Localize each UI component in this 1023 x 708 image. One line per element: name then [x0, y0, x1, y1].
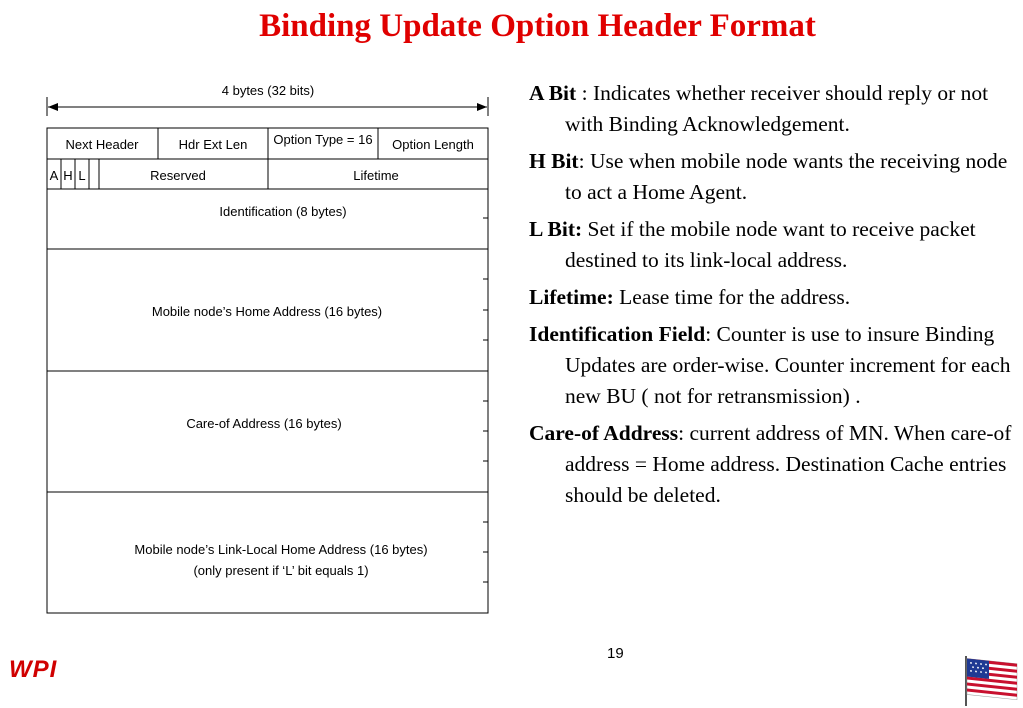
- desc-identification: [529, 319, 1014, 412]
- desc-term: Identification Field: [529, 322, 706, 346]
- desc-sep: :: [576, 81, 593, 105]
- desc-text: Counter is use to insure Binding Updates are order-wise. Counter increment for each new BU ( not for retransmission) .: [565, 322, 1011, 408]
- desc-h-bit: [529, 146, 1014, 208]
- field-next-header: Next Header: [65, 137, 139, 152]
- field-home-address: Mobile node’s Home Address (16 bytes): [151, 304, 383, 319]
- desc-sep: :: [678, 421, 690, 445]
- desc-lifetime: [529, 282, 1014, 313]
- desc-sep: :: [705, 322, 717, 346]
- desc-text: Lease time for the address.: [619, 285, 851, 309]
- field-link-local-address: Mobile node’s Link-Local Home Address (16 bytes): [134, 542, 428, 557]
- desc-text: Indicates whether receiver should reply or not with Binding Acknowledgement.: [565, 81, 989, 136]
- field-care-of-address: Care-of Address (16 bytes): [186, 416, 342, 431]
- arrow-left-head: [48, 103, 58, 111]
- field-h-bit: H: [63, 168, 73, 183]
- desc-term: Care-of Address: [529, 421, 679, 445]
- arrow-right-head: [477, 103, 487, 111]
- desc-term: H Bit: [529, 149, 579, 173]
- desc-l-bit: [529, 214, 1014, 276]
- us-flag-icon: [962, 654, 1020, 706]
- desc-a-bit: [529, 78, 1014, 140]
- desc-term: A Bit: [529, 81, 577, 105]
- desc-term: Lifetime:: [529, 285, 614, 309]
- header-format-diagram: [40, 80, 500, 625]
- desc-text: Use when mobile node wants the receiving node to act a Home Agent.: [565, 149, 1008, 204]
- field-descriptions: [529, 78, 1014, 517]
- width-label: 4 bytes (32 bits): [221, 83, 315, 98]
- field-option-length: Option Length: [392, 137, 474, 152]
- desc-text: Set if the mobile node want to receive packet destined to its link-local address.: [565, 217, 976, 272]
- field-identification: Identification (8 bytes): [219, 204, 347, 219]
- field-option-type: Option Type = 16: [273, 132, 373, 147]
- desc-text: current address of MN. When care-of address = Home address. Destination Cache entries should be deleted.: [565, 421, 1012, 507]
- field-hdr-ext-len: Hdr Ext Len: [178, 137, 248, 152]
- slide-title: Binding Update Option Header Format: [259, 8, 816, 44]
- field-link-local-note: (only present if ‘L’ bit equals 1): [193, 563, 369, 578]
- wpi-logo: WPI: [9, 656, 58, 683]
- field-a-bit: A: [49, 168, 59, 183]
- desc-term: L Bit:: [529, 217, 583, 241]
- desc-care-of-address: [529, 418, 1014, 511]
- desc-sep: :: [578, 149, 590, 173]
- field-lifetime: Lifetime: [353, 168, 399, 183]
- field-reserved: Reserved: [150, 168, 206, 183]
- page-number: 19: [607, 645, 624, 662]
- field-l-bit: L: [78, 168, 86, 183]
